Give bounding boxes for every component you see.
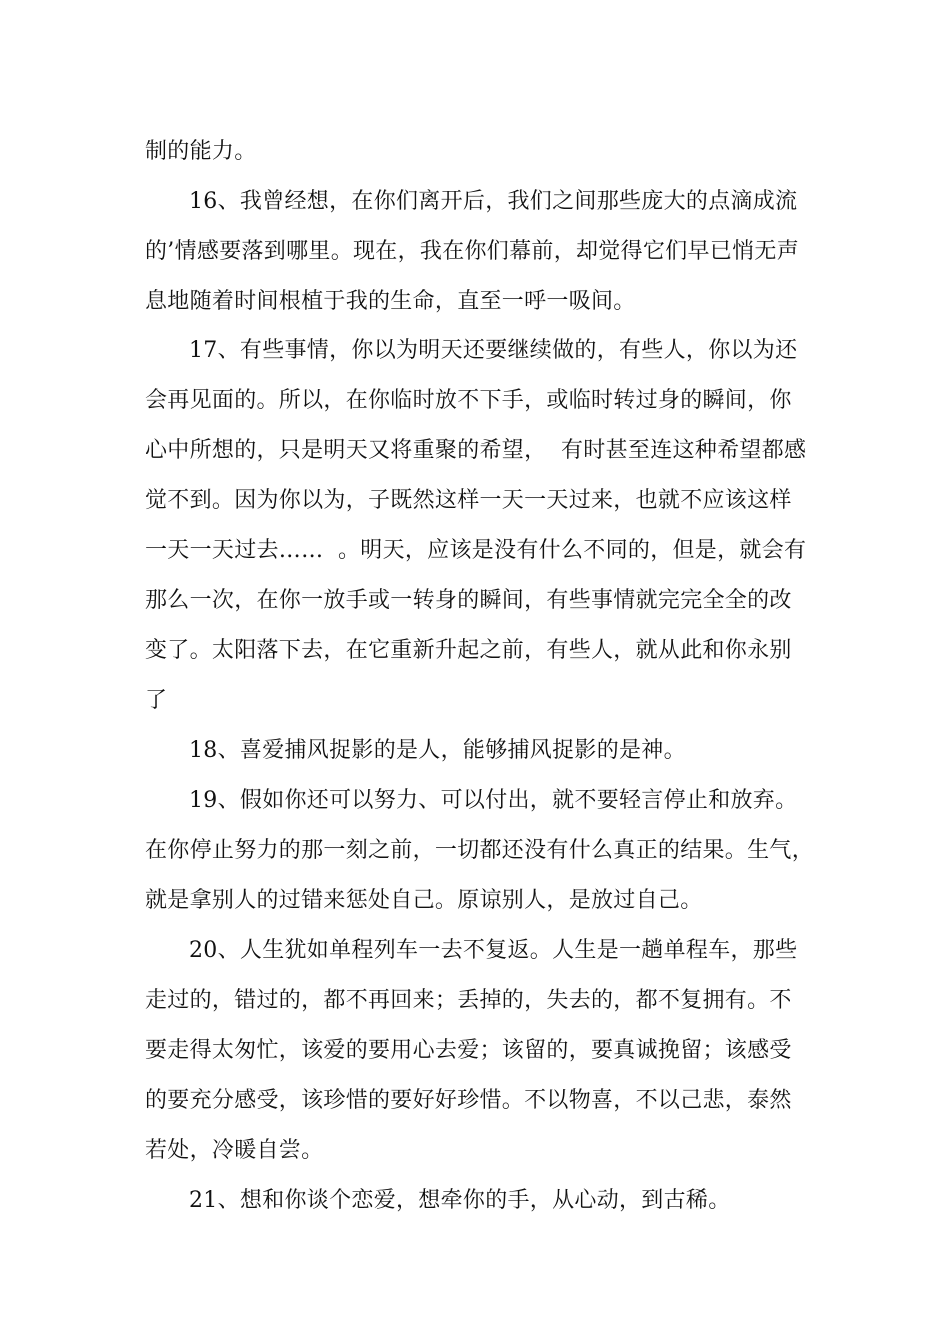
text-line: 觉不到。因为你以为，子既然这样一天一天过来，也就不应该这样 <box>145 488 792 513</box>
text-line: 了 <box>145 688 168 713</box>
text-line: 息地随着时间根植于我的生命，直至一呼一吸间。 <box>145 289 636 314</box>
text-line: 在你停止努力的那一刻之前，一切都还没有什么真正的结果。生气， <box>145 838 815 863</box>
text-line: 那么一次，在你一放手或一转身的瞬间，有些事情就完完全全的改 <box>145 588 792 613</box>
text-line: 的’情感要落到哪里。现在，我在你们幕前，却觉得它们早已悄无声 <box>145 239 799 264</box>
text-line: 要走得太匆忙，该爱的要用心去爱；该留的，要真诚挽留；该感受 <box>145 1038 792 1063</box>
text-line: 心中所想的，只是明天又将重聚的希望， 有时甚至连这种希望都感 <box>145 438 807 463</box>
paragraph-18-line: 18、喜爱捕风捉影的是人，能够捕风捉影的是神。 <box>189 738 686 763</box>
paragraph-20-line: 20、人生犹如单程列车一去不复返。人生是一趟单程车，那些 <box>189 938 798 963</box>
paragraph-19-line: 19、假如你还可以努力、可以付出，就不要轻言停止和放弃。 <box>189 788 798 813</box>
text-line: 就是拿别人的过错来惩处自己。原谅别人，是放过自己。 <box>145 888 703 913</box>
text-line: 一天一天过去…… 。明天，应该是没有什么不同的，但是，就会有 <box>145 538 807 563</box>
text-line: 制的能力。 <box>145 139 257 164</box>
paragraph-17-line: 17、有些事情，你以为明天还要继续做的，有些人，你以为还 <box>189 338 798 363</box>
text-line: 会再见面的。所以，在你临时放不下手，或临时转过身的瞬间，你 <box>145 388 792 413</box>
paragraph-16-line: 16、我曾经想，在你们离开后，我们之间那些庞大的点滴成流 <box>189 189 798 214</box>
text-line: 的要充分感受，该珍惜的要好好珍惜。不以物喜，不以己悲，泰然 <box>145 1088 792 1113</box>
text-line: 走过的，错过的，都不再回来；丢掉的，失去的，都不复拥有。不 <box>145 988 792 1013</box>
text-line: 变了。太阳落下去，在它重新升起之前，有些人，就从此和你永别 <box>145 638 792 663</box>
paragraph-21-line: 21、想和你谈个恋爱，想牵你的手，从心动，到古稀。 <box>189 1188 731 1213</box>
text-line: 若处，冷暖自尝。 <box>145 1138 324 1163</box>
